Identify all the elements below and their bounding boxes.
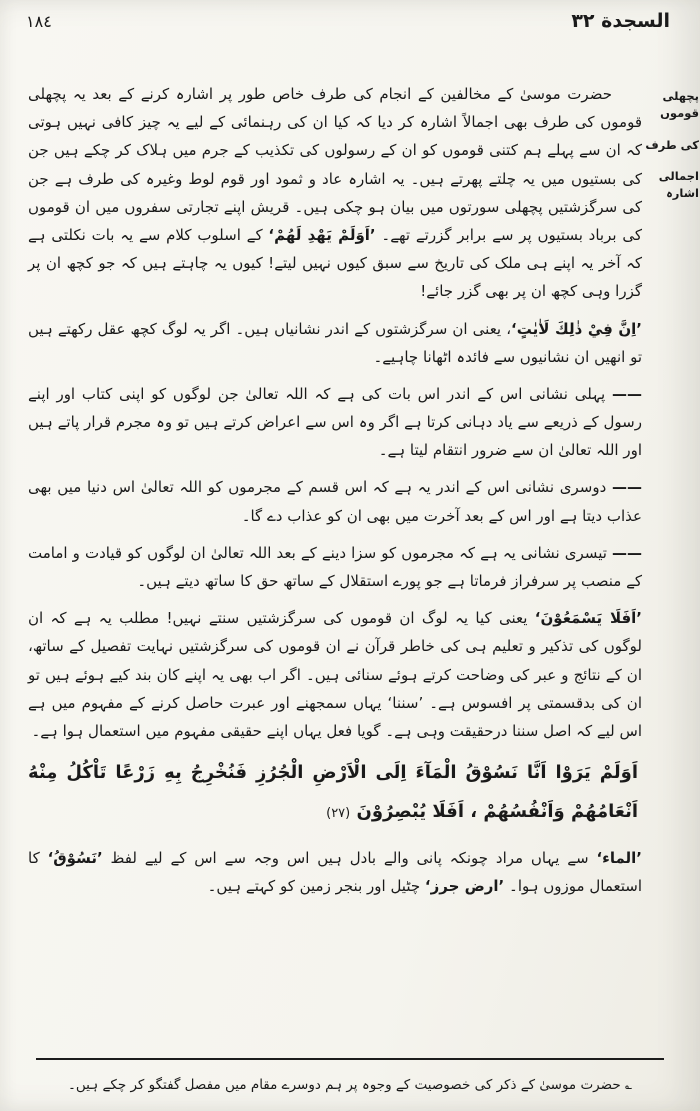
footnote-rule — [36, 1058, 664, 1060]
paragraph-second-sign — [28, 473, 642, 529]
page-header — [26, 10, 670, 32]
verse-number: (٢٧) — [326, 805, 351, 821]
arabic-quote: ’الماء‘ — [596, 848, 642, 867]
dash-marker: —— — [612, 478, 642, 497]
paragraph-third-sign — [28, 539, 642, 595]
paragraph-afala-yasmaun — [28, 604, 642, 745]
dash-marker: —— — [612, 543, 642, 562]
body-text: حضرت موسیٰ کے مخالفین کے انجام کی طرف خاص طور پر اشارہ کرنے کے بعد یہ پچھلی قوموں کی طرف بھی اجمالاً اشارہ کر دیا کہ کیا ان کی رہنمائی کے لیے یہ چیز کافی نہیں ہوتی کہ ان سے پہلے ہم کتنی قوموں کو ان کے رسولوں کی تکذیب کے جرم میں ہلاک کر چکے ہیں جن کی بستیوں میں یہ چلتے پھرتے ہیں۔ یہ اشارہ عاد و ثمود اور قوم لوط وغیرہ کی طرف ہے جن کی سرگزشتیں پچھلی سورتوں میں بیان ہو چکی ہیں۔ قریش اپنے تجارتی سفروں میں ان قوموں کی برباد بستیوں پر سے برابر گزرتے تھے۔ — [28, 85, 642, 244]
margin-note-line2: کی طرف — [645, 137, 699, 152]
margin-note-line1: پچھلی قوموں — [660, 89, 699, 121]
body-text: یعنی کیا یہ لوگ ان قوموں کی سرگزشتیں سنتے نہیں! مطلب یہ ہے کہ ان لوگوں کی تذکیر و تعلیم ہی کی خاطر قرآن نے ان قوموں کی سرگزشتیں نہایت تفصیل کے ساتھ، ان کے نتائج و عبر کی وضاحت کرتے ہوئے سنائی ہیں۔ اگر اب بھی یہ اپنے کان بند کیے ہوئے ہیں تو ان کی بدقسمتی پر افسوس ہے۔ ’سننا‘ یہاں سمجھنے اور عبرت حاصل کرنے کے مفہوم میں ہے اس لیے کہ اصل سننا درحقیقت وہی ہے۔ گویا فعل یہاں اپنے حقیقی مفہوم میں استعمال ہوا ہے۔ — [28, 609, 642, 740]
dash-marker: —— — [612, 384, 642, 403]
margin-notes — [643, 88, 699, 216]
surah-title: السجدة ٣٢ — [571, 10, 670, 32]
arabic-quote: ’اِنَّ فِيْ ذٰلِكَ لَاٰيٰتٍ‘ — [511, 319, 643, 338]
body-text: کے اسلوب کلام سے یہ بات نکلتی ہے کہ آخر یہ اپنے ہی ملک کی تاریخ سے سبق کیوں نہیں لیتے! کیوں یہ چاہتے ہیں کہ جو کچھ ان پر گزرا وہی کچھ ان پر بھی گزر جائے! — [28, 225, 642, 301]
arabic-quote: ’اَوَلَمْ يَهْدِ لَهُمْ‘ — [268, 225, 376, 244]
paragraph-al-maa — [28, 844, 642, 900]
quran-verse — [28, 754, 638, 831]
body-text: کا استعمال موزوں ہوا۔ — [28, 848, 642, 895]
paragraph-first-sign — [28, 380, 642, 465]
body-text: تیسری نشانی یہ ہے کہ مجرموں کو سزا دینے کے بعد اللہ تعالیٰ ان لوگوں کو قیادت و امامت کے منصب پر سرفراز فرماتا ہے جو پورے استقلال کے ساتھ حق کا ساتھ دیتے ہیں۔ — [28, 543, 642, 590]
footnote-text: حضرت موسیٰ کے ذکر کی خصوصیت کے وجوہ پر ہم دوسرے مقام میں مفصل گفتگو کر چکے ہیں۔ — [68, 1076, 625, 1093]
body-text: پہلی نشانی اس کے اندر اس بات کی ہے کہ اللہ تعالیٰ جن لوگوں کو اپنی کتاب اور اپنے رسول کے ذریعے سے یاد دہانی کرتا ہے اگر وہ اس سے اعراض کرتے ہیں تو وہ مجرم قرار پاتے ہیں اور اللہ تعالیٰ ان سے ضرور انتقام لیتا ہے۔ — [28, 384, 642, 460]
footnote — [36, 1073, 664, 1097]
arabic-quote: ’ارض جرز‘ — [424, 876, 505, 895]
paragraph-inna-fi-zalika — [28, 315, 642, 371]
paragraph-intro — [28, 80, 642, 306]
footnote-area — [36, 1058, 664, 1097]
margin-note-line3: اجمالی اشارہ — [658, 168, 699, 200]
arabic-quote: ’اَفَلَا يَسْمَعُوْنَ‘ — [534, 609, 642, 628]
footnote-marker: ؎ — [624, 1077, 632, 1092]
page-body — [28, 80, 642, 909]
body-text: ، یعنی ان سرگزشتوں کے اندر نشانیاں ہیں۔ اگر یہ لوگ کچھ عقل رکھتے ہیں تو انھیں ان نشانیوں سے فائدہ اٹھانا چاہیے۔ — [28, 319, 642, 366]
body-text: چٹیل اور بنجر زمین کو کہتے ہیں۔ — [207, 876, 425, 895]
arabic-quote: ’نَسُوْقُ‘ — [47, 848, 103, 867]
body-text: دوسری نشانی اس کے اندر یہ ہے کہ اس قسم کے مجرموں کو اللہ تعالیٰ اس دنیا میں بھی عذاب دیتا ہے اور اس کے بعد آخرت میں بھی ان کو عذاب دے گا۔ — [28, 478, 642, 525]
body-text: سے یہاں مراد چونکہ پانی والے بادل ہیں اس وجہ سے اس کے لیے لفظ — [102, 848, 597, 867]
page-number: ١٨٤ — [26, 12, 52, 31]
verse-text: اَوَلَمْ يَرَوْا اَنَّا نَسُوْقُ الْمَآءَ اِلَى الْاَرْضِ الْجُرُزِ فَنُخْرِجُ بِهِ زَرْعًا تَاْكُلُ مِنْهُ اَنْعَامُهُمْ وَاَنْفُسُهُمْ ، اَفَلَا يُبْصِرُوْنَ — [28, 762, 638, 822]
